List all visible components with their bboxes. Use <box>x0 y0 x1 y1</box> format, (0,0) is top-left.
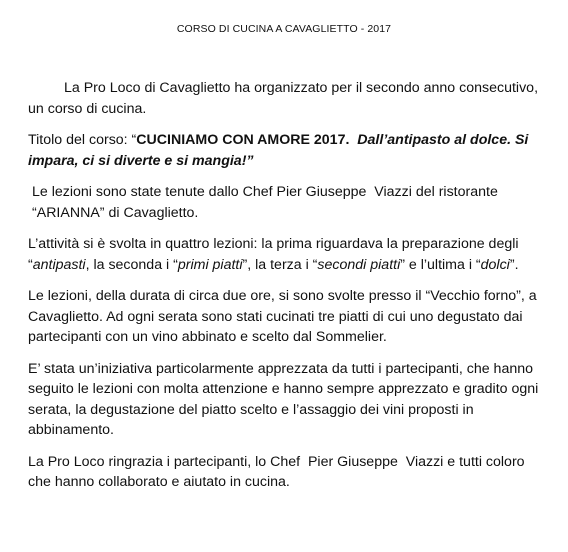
course-title-prefix: Titolo del corso: “ <box>28 132 137 148</box>
paragraph-venue: Le lezioni, della durata di circa due ore, si sono svolte presso il “Vecchio forno”, a Cavaglietto. Ad ogni serata sono stati cucinati tre piatti di cui uno degustato dai partecipanti con un vino abbinato e scelto dal Sommelier. <box>28 288 537 345</box>
lessons-italic-antipasti: antipasti <box>32 256 86 273</box>
lessons-italic-primi: primi piatti <box>177 256 243 273</box>
paragraph-course-title <box>28 130 540 171</box>
lessons-text-2: , la seconda i “ <box>85 256 178 273</box>
document-title: CORSO DI CUCINA A CAVAGLIETTO - 2017 <box>176 23 392 35</box>
lessons-italic-dolci: dolci <box>480 256 510 273</box>
lessons-text-1: L’attività si è svolta in quattro lezioni: la prima riguardava la preparazione degli “ <box>28 236 519 273</box>
paragraph-chef: Le lezioni sono state tenute dallo Chef Pier Giuseppe Viazzi del ristorante “ARIANNA” di Cavaglietto. <box>32 184 502 221</box>
course-title-bold: CUCINIAMO CON AMORE 2017. <box>136 132 350 148</box>
lessons-text-5: ”. <box>509 256 519 273</box>
paragraph-appreciation: E’ stata un’iniziativa particolarmente apprezzata da tutti i partecipanti, che hanno seguito le lezioni con molta attenzione e hanno sempre apprezzato e gradito ogni serata, la degustazione del piatto scelto e l’assaggio dei vini proposti in abbinamento. <box>28 360 539 438</box>
lessons-italic-secondi: secondi piatti <box>317 256 401 273</box>
course-title-bold-italic: Dall’antipasto al dolce. Si impara, ci si diverte e si mangia!” <box>28 132 529 169</box>
paragraph-intro: La Pro Loco di Cavaglietto ha organizzato per il secondo anno consecutivo, un corso di cucina. <box>28 80 539 117</box>
lessons-text-4: ” e l’ultima i “ <box>400 256 481 273</box>
paragraph-lessons <box>28 234 540 275</box>
lessons-text-3: ”, la terza i “ <box>242 256 318 273</box>
paragraph-thanks: La Pro Loco ringrazia i partecipanti, lo Chef Pier Giuseppe Viazzi e tutti coloro che hanno collaborato e aiutato in cucina. <box>28 453 529 490</box>
